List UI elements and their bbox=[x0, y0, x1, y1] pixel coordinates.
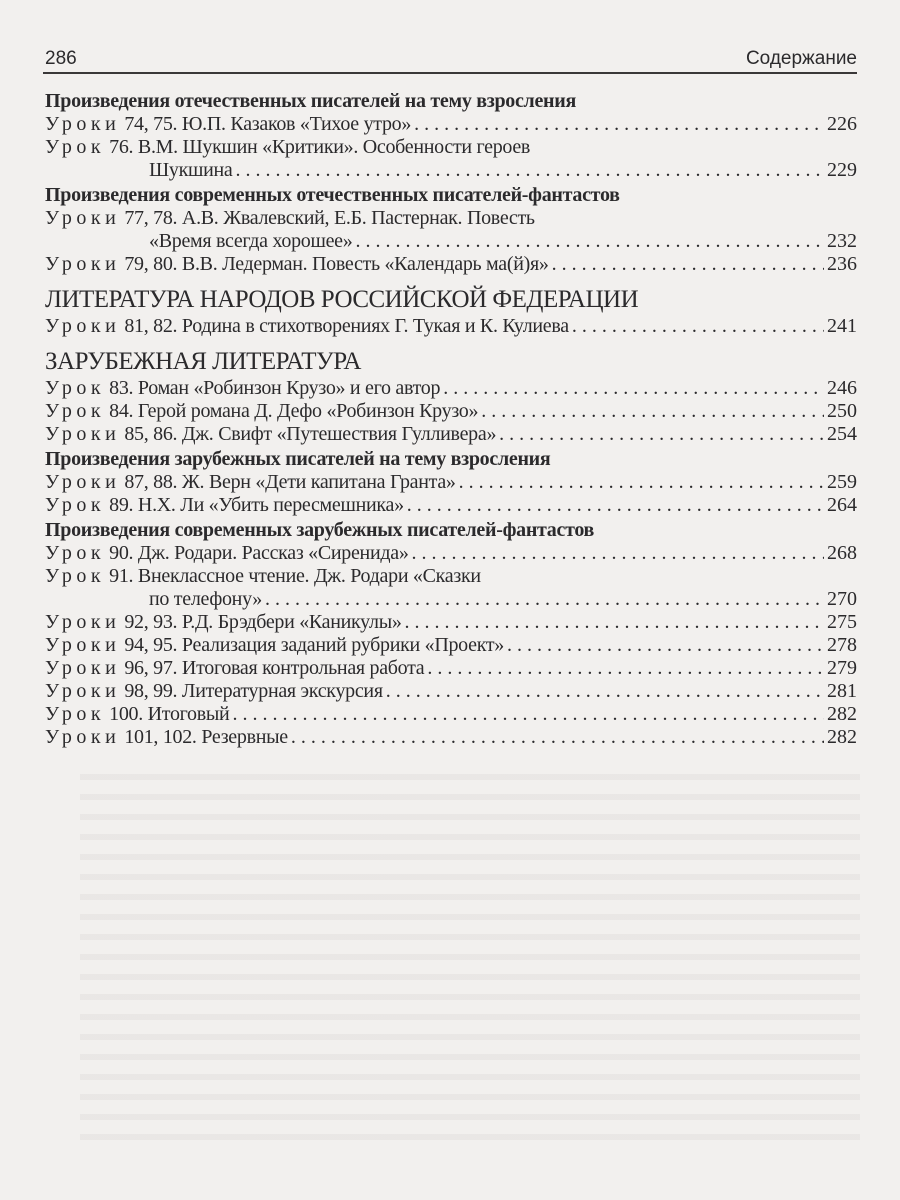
dot-leader bbox=[481, 400, 824, 423]
toc-entry bbox=[45, 726, 857, 749]
page-number: 286 bbox=[45, 48, 77, 69]
entry-page: 282 bbox=[827, 703, 857, 725]
entry-title: 96, 97. Итоговая контрольная работа bbox=[124, 657, 425, 679]
lesson-label: Уроки bbox=[45, 423, 121, 445]
entry-page: 250 bbox=[827, 400, 857, 422]
toc-entry bbox=[45, 471, 857, 494]
toc-entry bbox=[45, 207, 857, 230]
dot-leader bbox=[552, 253, 824, 276]
entry-title: 90. Дж. Родари. Рассказ «Сиренида» bbox=[109, 542, 409, 564]
toc-entry bbox=[45, 400, 857, 423]
toc-entry bbox=[45, 253, 857, 276]
lesson-label: Уроки bbox=[45, 315, 121, 337]
entry-page: 226 bbox=[827, 113, 857, 135]
lesson-label: Уроки bbox=[45, 471, 121, 493]
entry-title: 83. Роман «Робинзон Крузо» и его автор bbox=[109, 377, 441, 399]
toc-section bbox=[45, 519, 857, 749]
lesson-label: Уроки bbox=[45, 113, 121, 135]
entry-title-continuation: по телефону» bbox=[149, 588, 262, 610]
entry-page: 275 bbox=[827, 611, 857, 633]
lesson-label: Урок bbox=[45, 494, 106, 516]
dot-leader bbox=[414, 113, 824, 136]
lesson-label: Урок bbox=[45, 136, 106, 158]
entry-title: 74, 75. Ю.П. Казаков «Тихое утро» bbox=[124, 113, 412, 135]
entry-page: 246 bbox=[827, 377, 857, 399]
lesson-label: Урок bbox=[45, 400, 106, 422]
toc-entry bbox=[45, 680, 857, 703]
dot-leader bbox=[386, 680, 824, 703]
toc-entry bbox=[45, 377, 857, 400]
running-header bbox=[45, 44, 857, 70]
entry-page: 264 bbox=[827, 494, 857, 516]
toc-section bbox=[45, 90, 857, 182]
entry-page: 229 bbox=[827, 159, 857, 181]
dot-leader bbox=[507, 634, 824, 657]
section-heading: Произведения современных зарубежных писателей-фантастов bbox=[45, 519, 595, 541]
toc-section bbox=[45, 285, 857, 338]
entry-title-continuation: «Время всегда хорошее» bbox=[149, 230, 353, 252]
spacer bbox=[535, 207, 857, 230]
running-title: Содержание bbox=[745, 48, 857, 69]
header-rule bbox=[43, 72, 857, 74]
toc-entry bbox=[45, 315, 857, 338]
show-through-text bbox=[80, 760, 860, 1140]
lesson-label: Уроки bbox=[45, 207, 121, 229]
lesson-label: Уроки bbox=[45, 726, 121, 748]
toc-entry bbox=[45, 542, 857, 565]
entry-page: 279 bbox=[827, 657, 857, 679]
entry-page: 236 bbox=[827, 253, 857, 275]
dot-leader bbox=[407, 494, 824, 517]
entry-title: 89. Н.Х. Ли «Убить пересмешника» bbox=[109, 494, 404, 516]
lesson-label: Уроки bbox=[45, 611, 121, 633]
entry-title: 76. В.М. Шукшин «Критики». Особенности героев bbox=[109, 136, 531, 158]
entry-page: 281 bbox=[827, 680, 857, 702]
entry-page: 254 bbox=[827, 423, 857, 445]
section-heading: ЗАРУБЕЖНАЯ ЛИТЕРАТУРА bbox=[45, 348, 361, 375]
toc-entry bbox=[45, 657, 857, 680]
lesson-label: Уроки bbox=[45, 634, 121, 656]
toc-entry bbox=[45, 611, 857, 634]
entry-title: 81, 82. Родина в стихотворениях Г. Тукая и К. Кулиева bbox=[124, 315, 569, 337]
toc-entry bbox=[45, 634, 857, 657]
entry-title: 92, 93. Р.Д. Брэдбери «Каникулы» bbox=[124, 611, 402, 633]
table-of-contents bbox=[45, 90, 857, 749]
dot-leader bbox=[572, 315, 824, 338]
lesson-label: Урок bbox=[45, 565, 106, 587]
entry-page: 259 bbox=[827, 471, 857, 493]
entry-page: 282 bbox=[827, 726, 857, 748]
dot-leader bbox=[405, 611, 824, 634]
entry-page: 241 bbox=[827, 315, 857, 337]
toc-entry bbox=[45, 703, 857, 726]
dot-leader bbox=[235, 159, 824, 182]
toc-entry-continuation bbox=[45, 159, 857, 182]
entry-title: 84. Герой романа Д. Дефо «Робинзон Крузо» bbox=[109, 400, 479, 422]
toc-section bbox=[45, 347, 857, 446]
toc-entry bbox=[45, 494, 857, 517]
lesson-label: Уроки bbox=[45, 680, 121, 702]
dot-leader bbox=[443, 377, 824, 400]
entry-title: 77, 78. А.В. Жвалевский, Е.Б. Пастернак. Повесть bbox=[124, 207, 535, 229]
toc-entry-continuation bbox=[45, 588, 857, 611]
dot-leader bbox=[265, 588, 824, 611]
toc-entry-continuation bbox=[45, 230, 857, 253]
section-heading: Произведения современных отечественных писателей-фантастов bbox=[45, 184, 620, 206]
entry-page: 278 bbox=[827, 634, 857, 656]
entry-title: 94, 95. Реализация заданий рубрики «Проект» bbox=[124, 634, 504, 656]
section-heading: Произведения зарубежных писателей на тему взросления bbox=[45, 448, 551, 470]
toc-entry bbox=[45, 113, 857, 136]
entry-page: 270 bbox=[827, 588, 857, 610]
dot-leader bbox=[355, 230, 824, 253]
lesson-label: Урок bbox=[45, 542, 106, 564]
dot-leader bbox=[459, 471, 824, 494]
spacer bbox=[530, 136, 857, 159]
dot-leader bbox=[291, 726, 824, 749]
dot-leader bbox=[232, 703, 824, 726]
entry-title: 87, 88. Ж. Верн «Дети капитана Гранта» bbox=[124, 471, 456, 493]
entry-title: 85, 86. Дж. Свифт «Путешествия Гулливера» bbox=[124, 423, 497, 445]
dot-leader bbox=[499, 423, 824, 446]
entry-title: 98, 99. Литературная экскурсия bbox=[124, 680, 383, 702]
entry-title-continuation: Шукшина bbox=[149, 159, 233, 181]
toc-entry bbox=[45, 136, 857, 159]
entry-title: 79, 80. В.В. Ледерман. Повесть «Календарь ма(й)я» bbox=[124, 253, 549, 275]
entry-page: 232 bbox=[827, 230, 857, 252]
lesson-label: Уроки bbox=[45, 253, 121, 275]
spacer bbox=[481, 565, 857, 588]
lesson-label: Урок bbox=[45, 377, 106, 399]
entry-title: 100. Итоговый bbox=[109, 703, 230, 725]
lesson-label: Уроки bbox=[45, 657, 121, 679]
dot-leader bbox=[427, 657, 824, 680]
section-heading: Произведения отечественных писателей на тему взросления bbox=[45, 90, 577, 112]
entry-title: 91. Внеклассное чтение. Дж. Родари «Сказки bbox=[109, 565, 481, 587]
entry-title: 101, 102. Резервные bbox=[124, 726, 288, 748]
toc-entry bbox=[45, 565, 857, 588]
lesson-label: Урок bbox=[45, 703, 106, 725]
toc-section bbox=[45, 184, 857, 276]
section-heading: ЛИТЕРАТУРА НАРОДОВ РОССИЙСКОЙ ФЕДЕРАЦИИ bbox=[45, 286, 639, 313]
entry-page: 268 bbox=[827, 542, 857, 564]
dot-leader bbox=[412, 542, 824, 565]
toc-section bbox=[45, 448, 857, 517]
toc-entry bbox=[45, 423, 857, 446]
